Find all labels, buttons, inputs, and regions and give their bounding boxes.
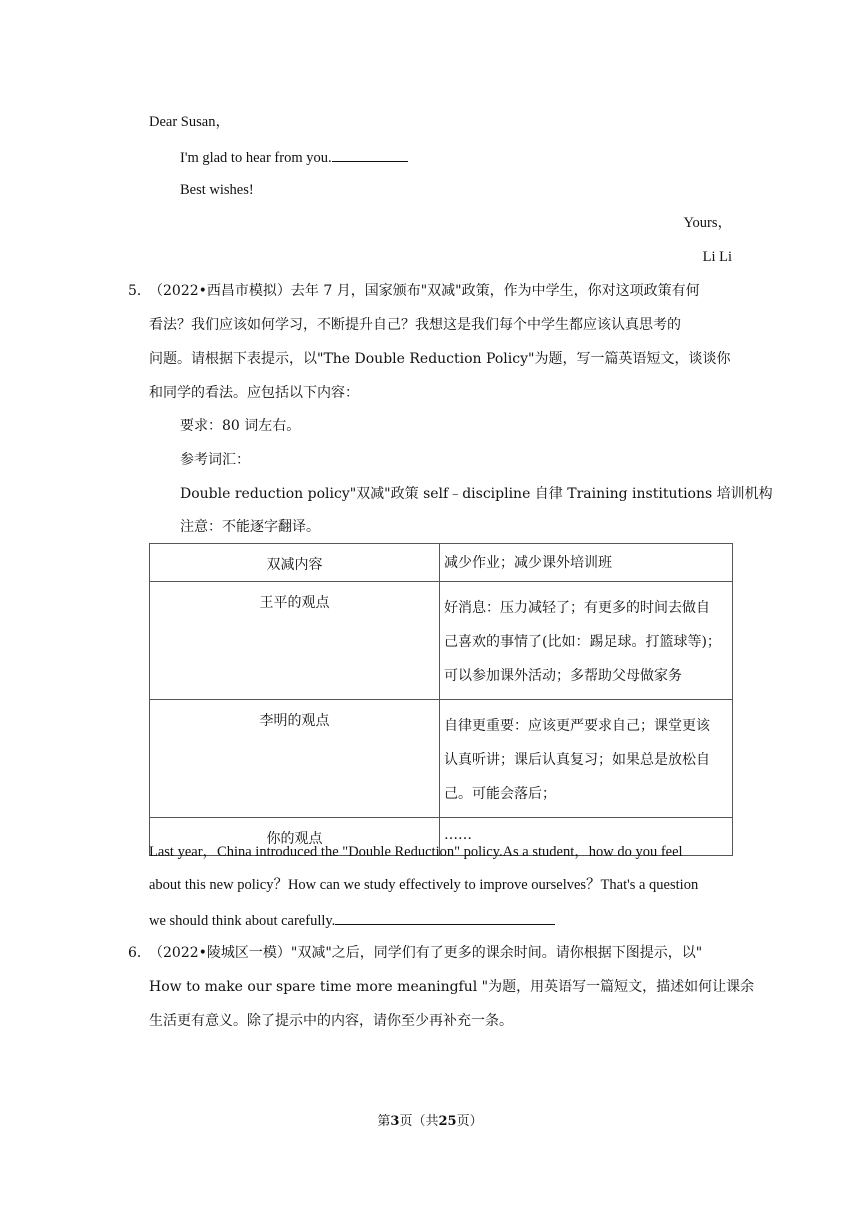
question-5-vocab-label: 参考词汇：: [180, 452, 250, 468]
table-cell-content: ……: [440, 818, 733, 856]
start-line-2: about this new policy？How can we study effectively to improve ourselves？That's a question: [149, 877, 699, 893]
start-line-3: we should think about carefully.: [149, 910, 555, 930]
page-number: 3: [390, 1114, 400, 1129]
letter-signature: Li Li: [702, 249, 732, 265]
question-6-line-1: （2022•陵城区一模）"双减"之后，同学们有了更多的课余时间。请你根据下图提示，以": [149, 945, 703, 961]
table-cell-label: 双减内容: [150, 544, 440, 582]
table-cell-content: 减少作业；减少课外培训班: [440, 544, 733, 582]
question-5-line-3: 问题。请根据下表提示，以"The Double Reduction Policy"为题，写一篇英语短文，谈谈你: [149, 351, 731, 367]
table-cell-content: 好消息：压力减轻了；有更多的时间去做自 己喜欢的事情了(比如：踢足球。打篮球等)； 可以参加课外活动；多帮助父母做家务: [440, 582, 733, 700]
letter-closing: Best wishes!: [180, 182, 254, 198]
letter-greeting: Dear Susan，: [149, 114, 230, 130]
table-row: [150, 700, 733, 818]
page-total: 25: [438, 1114, 457, 1129]
page-footer: 第3页（共25页）: [377, 1114, 483, 1129]
table-cell-label: 你的观点: [150, 818, 440, 856]
answer-blank: [335, 910, 555, 925]
start-line-1: Last year，China introduced the "Double Reduction" policy.As a student，how do you feel: [149, 844, 683, 860]
letter-sign-off: Yours，: [683, 215, 732, 231]
question-5-line-4: 和同学的看法。应包括以下内容：: [149, 385, 359, 401]
question-5-line-1: （2022•西昌市模拟）去年 7 月，国家颁布"双减"政策，作为中学生，你对这项政策有何: [149, 283, 700, 299]
question-5-note: 注意：不能逐字翻译。: [180, 519, 320, 535]
table-row: [150, 582, 733, 700]
question-5-line-2: 看法？我们应该如何学习，不断提升自己？我想这是我们每个中学生都应该认真思考的: [149, 317, 681, 333]
question-5-requirement: 要求：80 词左右。: [180, 418, 301, 434]
letter-body: I'm glad to hear from you.: [180, 147, 408, 167]
question-6-line-2: How to make our spare time more meaningful "为题，用英语写一篇短文，描述如何让课余: [149, 979, 755, 995]
answer-blank: [332, 147, 408, 162]
table-cell-label: 李明的观点: [150, 700, 440, 818]
table-cell-label: 王平的观点: [150, 582, 440, 700]
policy-table: [149, 543, 733, 856]
question-5-number: 5．: [128, 283, 151, 299]
question-6-number: 6．: [128, 945, 151, 961]
table-cell-content: 自律更重要：应该更严要求自己；课堂更该 认真听讲；课后认真复习；如果总是放松自 己。可能会落后；: [440, 700, 733, 818]
table-row: [150, 544, 733, 582]
question-5-vocab: Double reduction policy"双减"政策 self﹣discipline 自律 Training institutions 培训机构: [180, 486, 773, 502]
question-6-line-3: 生活更有意义。除了提示中的内容，请你至少再补充一条。: [149, 1013, 513, 1029]
